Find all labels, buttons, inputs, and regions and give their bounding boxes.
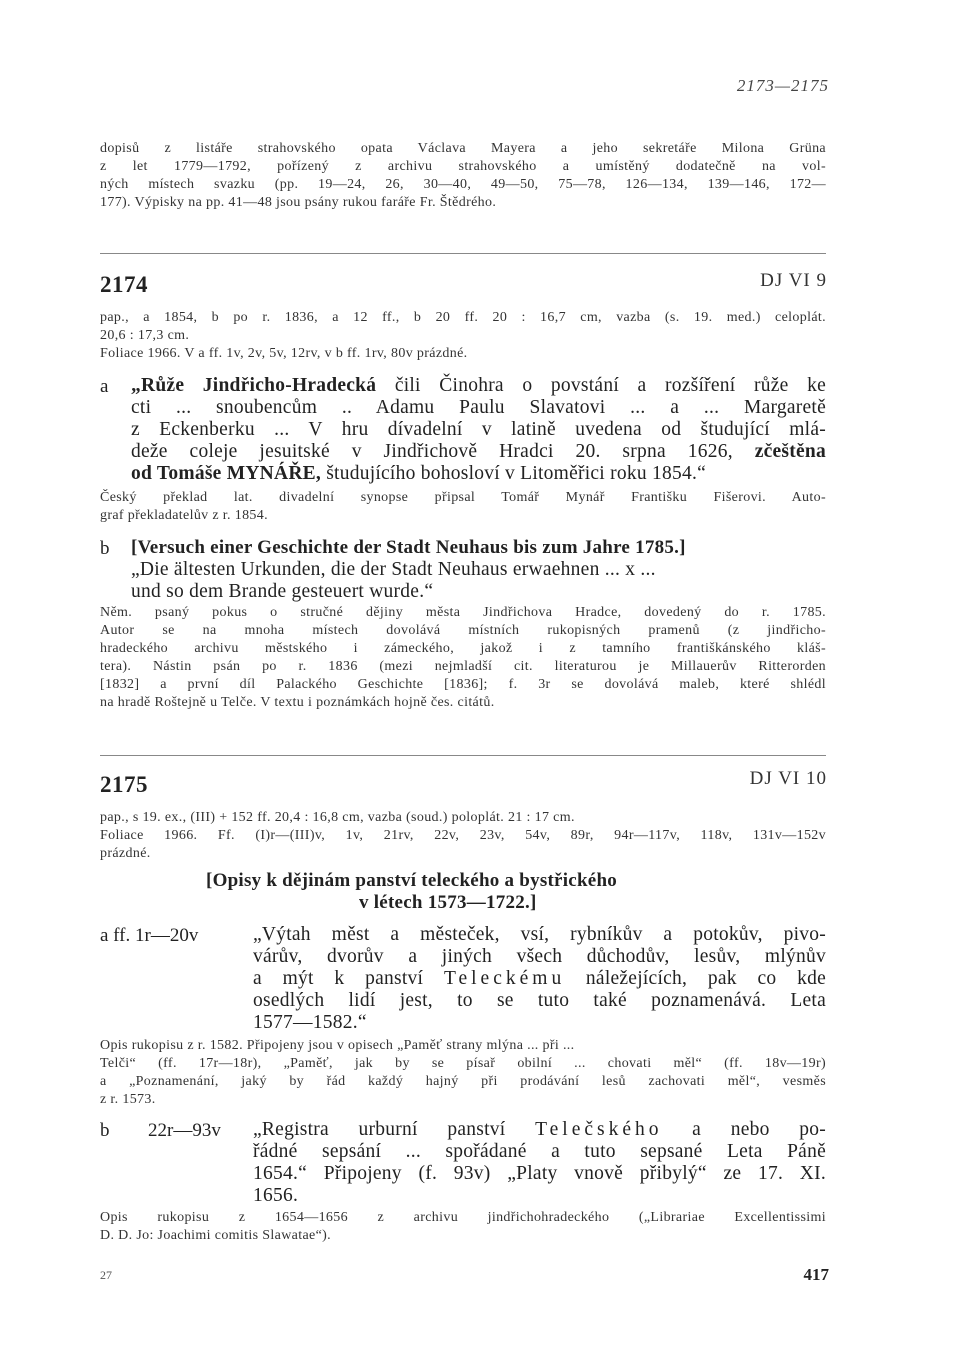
intro-line: 177). Výpisky na pp. 41—48 jsou psány rukou faráře Fr. Štědrého. [100,195,497,210]
item-title-line: „Die ältesten Urkunden, die der Stadt Neuhaus erwaehnen ... x ... [131,559,656,580]
item-note: Opis rukopisu z r. 1582. Připojeny jsou v opisech „Paměť strany mlýna ... při ... [100,1038,575,1053]
item-title-line [131,463,826,485]
item-title-text: deže coleje jesuitské v Jindřichově Hradci 20. srpna 1626, [131,441,733,462]
item-note: hradeckého archivu městského i zámeckého, jakož i z tamního františkánského kláš- [100,641,826,656]
section-divider [100,253,826,254]
page-number: 417 [803,1265,829,1284]
item-title-line: 1654.“ Připojeny (f. 93v) „Platy vnově přibylý“ ze 17. XI. [253,1163,826,1184]
entry-description: Foliace 1966. Ff. (I)r—(III)v, 1v, 21rv, 22v, 23v, 54v, 89r, 94r—117v, 118v, 131v—152v [100,828,826,843]
entry-number: 2174 [100,272,148,297]
entry-number: 2175 [100,772,148,797]
shelf-signature: DJ VI 10 [749,768,827,789]
entry-description: pap., s 19. ex., (III) + 152 ff. 20,4 : 16,8 cm, vazba (soud.) poloplát. 21 : 17 cm. [100,810,575,825]
item-label: b [100,1120,110,1141]
item-note: Opis rukopisu z 1654—1656 z archivu jindřichohradeckého („Librariae Excellentissimi [100,1210,826,1225]
item-note: D. D. Jo: Joachimi comitis Slawatae“). [100,1228,332,1243]
item-note: Autor se na mnoha místech dovolává místních rukopisných pramenů (z jindřicho- [100,623,826,638]
item-title-line: 1656. [253,1185,299,1206]
item-title-line: cti ... snoubencům .. Adamu Paulu Slavatovi ... a ... Margaretě [131,397,826,418]
item-label: a [100,376,109,397]
item-title-bold: „Růže Jindřicho-Hradecká [131,375,377,396]
item-title-bold: od Tomáše MYNÁŘE, [131,463,322,484]
intro-line: dopisů z listáře strahovského opata Václava Mayera a jeho sekretáře Milona Grüna [100,141,826,156]
item-title-spaced: Telečského [535,1119,663,1140]
item-folio: 22r—93v [148,1120,221,1141]
entry-description: pap., a 1854, b po r. 1836, a 12 ff., b 20 ff. 20 : 16,7 cm, vazba (s. 19. med.) celoplát. [100,310,826,325]
item-title-line [131,441,826,463]
work-title: [Opisy k dějinám panství teleckého a bystřického [206,870,618,891]
entry-description: Foliace 1966. V a ff. 1v, 2v, 5v, 12rv, v b ff. 1rv, 80v prázdné. [100,346,468,361]
item-title-line [253,1119,826,1141]
item-note: a „Poznamenání, jaký by řád každý hajný při prodávání lesů zachovati měl“, vesměs [100,1074,826,1089]
item-title-line [131,375,826,397]
item-label: b [100,538,110,559]
item-title-text: a mýt k panství [253,968,424,989]
entry-description: prázdné. [100,846,151,861]
running-head: 2173—2175 [736,76,829,95]
item-note: Český překlad lat. divadelní synopse připsal Tomář Mynář Františku Fišerovi. Auto- [100,490,826,505]
work-title: v létech 1573—1722.] [359,892,537,913]
item-note: z r. 1573. [100,1092,156,1107]
item-note: Něm. psaný pokus o stručné dějiny města Jindřichova Hradce, dovedený do r. 1785. [100,605,826,620]
section-divider [100,755,826,756]
item-title-spaced: Teleckému [443,968,566,989]
item-title-text: čili Činohra o povstání a rozšíření růže ke [376,375,826,396]
item-title-line: „Výtah měst a městeček, vsí, rybníkův a potokův, pivo- [253,924,826,945]
item-title-line [253,968,826,990]
item-note: Telči“ (ff. 17r—18r), „Paměť, jak by se písař obilní ... chovati měl“ (ff. 18v—19r) [100,1056,826,1071]
item-title-line: 1577—1582.“ [253,1012,367,1033]
item-note: na hradě Roštejně u Telče. V textu i poznámkách hojně čes. citátů. [100,695,495,710]
entry-description: 20,6 : 17,3 cm. [100,328,190,343]
item-title-text: študujícího bohosloví v Litoměřici roku 1854.“ [321,463,706,484]
item-title-text: náležejících, pak co kde [585,968,827,989]
intro-line: ných místech svazku (pp. 19—24, 26, 30—40, 49—50, 75—78, 126—134, 139—146, 172— [100,177,826,192]
item-title-bold: zčeštěna [754,441,826,462]
item-note: [1832] a první díl Palackého Geschichte [1836]; f. 3r se dovolává maleb, které shlédl [100,677,826,692]
item-note: tera). Nástin psán po r. 1836 (mezi nejmladší cit. literaturou je Millauerův Ritterorden [100,659,826,674]
intro-line: z let 1779—1792, pořízený z archivu strahovského a umístěný dodatečně na vol- [100,159,826,174]
item-title-bold: [Versuch einer Geschichte der Stadt Neuhaus bis zum Jahre 1785.] [131,537,686,558]
item-note: graf překladatelův z r. 1854. [100,508,268,523]
item-title-line: z Eckenberku ... V hru dívadelní v latině uvedena od študující mlá- [131,419,826,440]
item-title-line: várův, dvorův a jiných všech důchodův, lesův, mlýnův [253,946,826,967]
item-title-line: osedlých lidí jest, to se tuto také poznamenává. Leta [253,990,826,1011]
item-title-text: „Registra urburní panství [253,1119,506,1140]
item-label: a ff. 1r—20v [100,925,199,946]
signature-mark: 27 [100,1268,112,1282]
item-title-text: a nebo po- [692,1119,827,1140]
item-title-line: řádné sepsání ... spořádané a tuto sepsané Leta Páně [253,1141,826,1162]
shelf-signature: DJ VI 9 [760,270,827,291]
item-title-line: und so dem Brande gesteuert wurde.“ [131,581,434,602]
